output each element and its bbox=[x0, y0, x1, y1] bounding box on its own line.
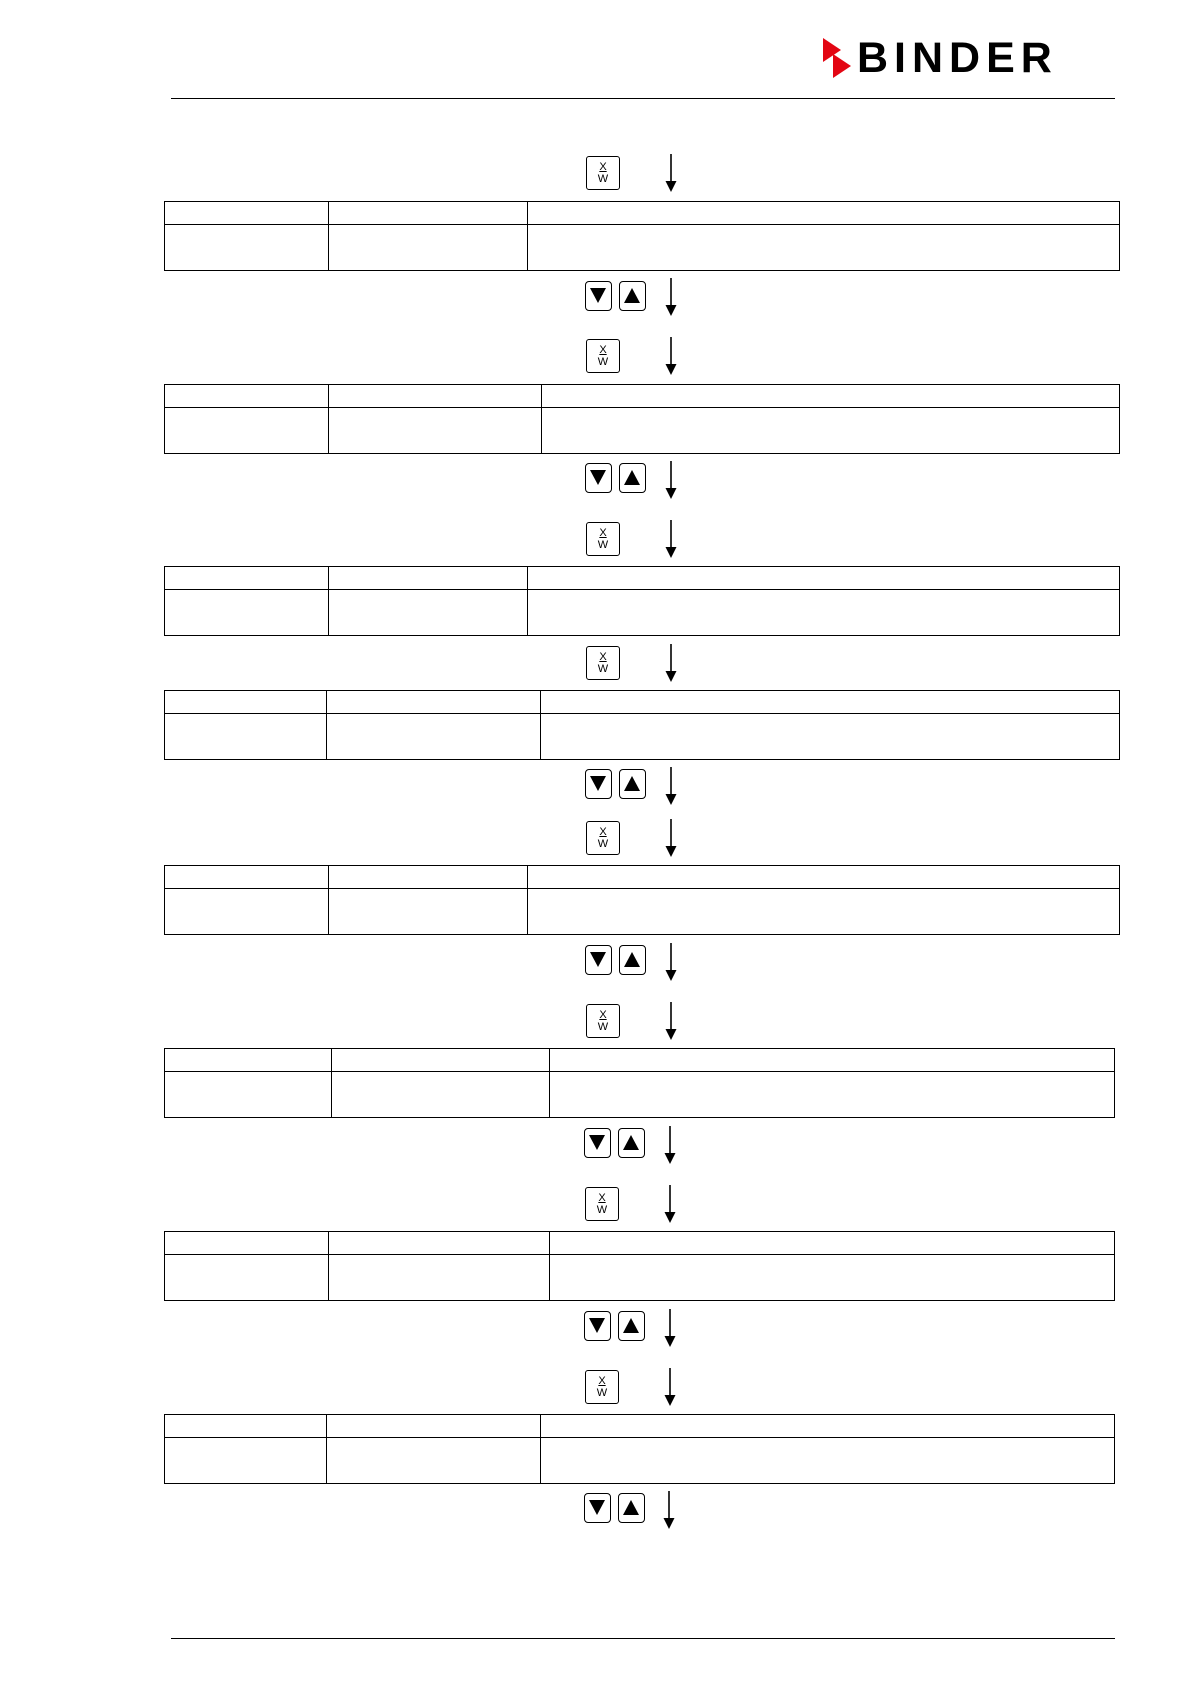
table-header-cell bbox=[329, 1232, 550, 1255]
arrow-down-icon bbox=[663, 1126, 677, 1164]
up-key-icon bbox=[618, 1493, 645, 1523]
table-value-cell bbox=[332, 1072, 550, 1118]
arrow-down-icon bbox=[664, 337, 678, 375]
table-value-cell bbox=[329, 889, 528, 935]
enter-key-icon: X W bbox=[586, 1004, 620, 1038]
step-table bbox=[164, 690, 1120, 760]
step-table bbox=[164, 566, 1120, 636]
down-key-icon bbox=[584, 1128, 611, 1158]
table-value-cell bbox=[165, 590, 329, 636]
binder-logo bbox=[823, 34, 1058, 82]
table-value-cell bbox=[542, 408, 1120, 454]
arrow-down-icon bbox=[662, 1491, 676, 1529]
table-header-cell bbox=[332, 1049, 550, 1072]
down-key-icon bbox=[584, 1493, 611, 1523]
table-value-cell bbox=[541, 714, 1120, 760]
arrow-down-icon bbox=[664, 819, 678, 857]
table-header-cell bbox=[329, 866, 528, 889]
table-value-cell bbox=[165, 1438, 327, 1484]
table-header-cell bbox=[528, 866, 1120, 889]
table-header-cell bbox=[528, 202, 1120, 225]
table-value-cell bbox=[550, 1255, 1115, 1301]
binder-logo-mark-icon bbox=[823, 38, 851, 78]
enter-key-icon: X W bbox=[586, 646, 620, 680]
table-header-cell bbox=[329, 202, 528, 225]
up-key-icon bbox=[619, 945, 646, 975]
up-key-icon bbox=[619, 769, 646, 799]
enter-key-icon: X W bbox=[585, 1187, 619, 1221]
table-header-cell bbox=[327, 1415, 541, 1438]
table-header-cell bbox=[165, 202, 329, 225]
table-value-cell bbox=[550, 1072, 1115, 1118]
table-header-cell bbox=[327, 691, 541, 714]
enter-key-icon: X W bbox=[586, 339, 620, 373]
up-key-icon bbox=[619, 463, 646, 493]
table-value-cell bbox=[165, 1072, 332, 1118]
table-header-cell bbox=[528, 567, 1120, 590]
table-value-cell bbox=[329, 1255, 550, 1301]
arrow-down-icon bbox=[664, 154, 678, 192]
down-key-icon bbox=[584, 1311, 611, 1341]
enter-key-icon: X W bbox=[585, 1370, 619, 1404]
down-key-icon bbox=[585, 463, 612, 493]
table-header-cell bbox=[329, 567, 528, 590]
arrow-down-icon bbox=[663, 1368, 677, 1406]
table-header-cell bbox=[165, 1415, 327, 1438]
arrow-down-icon bbox=[664, 461, 678, 499]
arrow-down-icon bbox=[664, 1002, 678, 1040]
down-key-icon bbox=[585, 769, 612, 799]
table-header-cell bbox=[542, 385, 1120, 408]
up-key-icon bbox=[618, 1128, 645, 1158]
table-value-cell bbox=[165, 408, 329, 454]
table-value-cell bbox=[329, 590, 528, 636]
table-header-cell bbox=[550, 1049, 1115, 1072]
table-value-cell bbox=[165, 1255, 329, 1301]
step-table bbox=[164, 865, 1120, 935]
up-key-icon bbox=[618, 1311, 645, 1341]
up-key-icon bbox=[619, 281, 646, 311]
table-value-cell bbox=[327, 1438, 541, 1484]
table-header-cell bbox=[165, 385, 329, 408]
down-key-icon bbox=[585, 281, 612, 311]
table-value-cell bbox=[528, 889, 1120, 935]
step-table bbox=[164, 1048, 1115, 1118]
table-header-cell bbox=[541, 1415, 1115, 1438]
step-table bbox=[164, 1231, 1115, 1301]
table-value-cell bbox=[528, 590, 1120, 636]
down-key-icon bbox=[585, 945, 612, 975]
arrow-down-icon bbox=[663, 1185, 677, 1223]
table-header-cell bbox=[329, 385, 542, 408]
table-value-cell bbox=[329, 408, 542, 454]
arrow-down-icon bbox=[664, 644, 678, 682]
step-table bbox=[164, 1414, 1115, 1484]
enter-key-icon: X W bbox=[586, 156, 620, 190]
step-table bbox=[164, 201, 1120, 271]
table-value-cell bbox=[165, 225, 329, 271]
enter-key-icon: X W bbox=[586, 821, 620, 855]
step-table bbox=[164, 384, 1120, 454]
table-header-cell bbox=[541, 691, 1120, 714]
footer-rule bbox=[171, 1638, 1115, 1639]
brand-name: BINDER bbox=[857, 34, 1058, 82]
table-value-cell bbox=[329, 225, 528, 271]
arrow-down-icon bbox=[664, 520, 678, 558]
table-header-cell bbox=[165, 1232, 329, 1255]
arrow-down-icon bbox=[664, 767, 678, 805]
table-header-cell bbox=[165, 866, 329, 889]
table-header-cell bbox=[165, 567, 329, 590]
table-value-cell bbox=[165, 889, 329, 935]
table-header-cell bbox=[550, 1232, 1115, 1255]
table-value-cell bbox=[528, 225, 1120, 271]
header-rule bbox=[171, 98, 1115, 99]
table-value-cell bbox=[165, 714, 327, 760]
table-value-cell bbox=[541, 1438, 1115, 1484]
arrow-down-icon bbox=[664, 278, 678, 316]
arrow-down-icon bbox=[663, 1309, 677, 1347]
arrow-down-icon bbox=[664, 943, 678, 981]
table-header-cell bbox=[165, 1049, 332, 1072]
enter-key-icon: X W bbox=[586, 522, 620, 556]
table-value-cell bbox=[327, 714, 541, 760]
table-header-cell bbox=[165, 691, 327, 714]
